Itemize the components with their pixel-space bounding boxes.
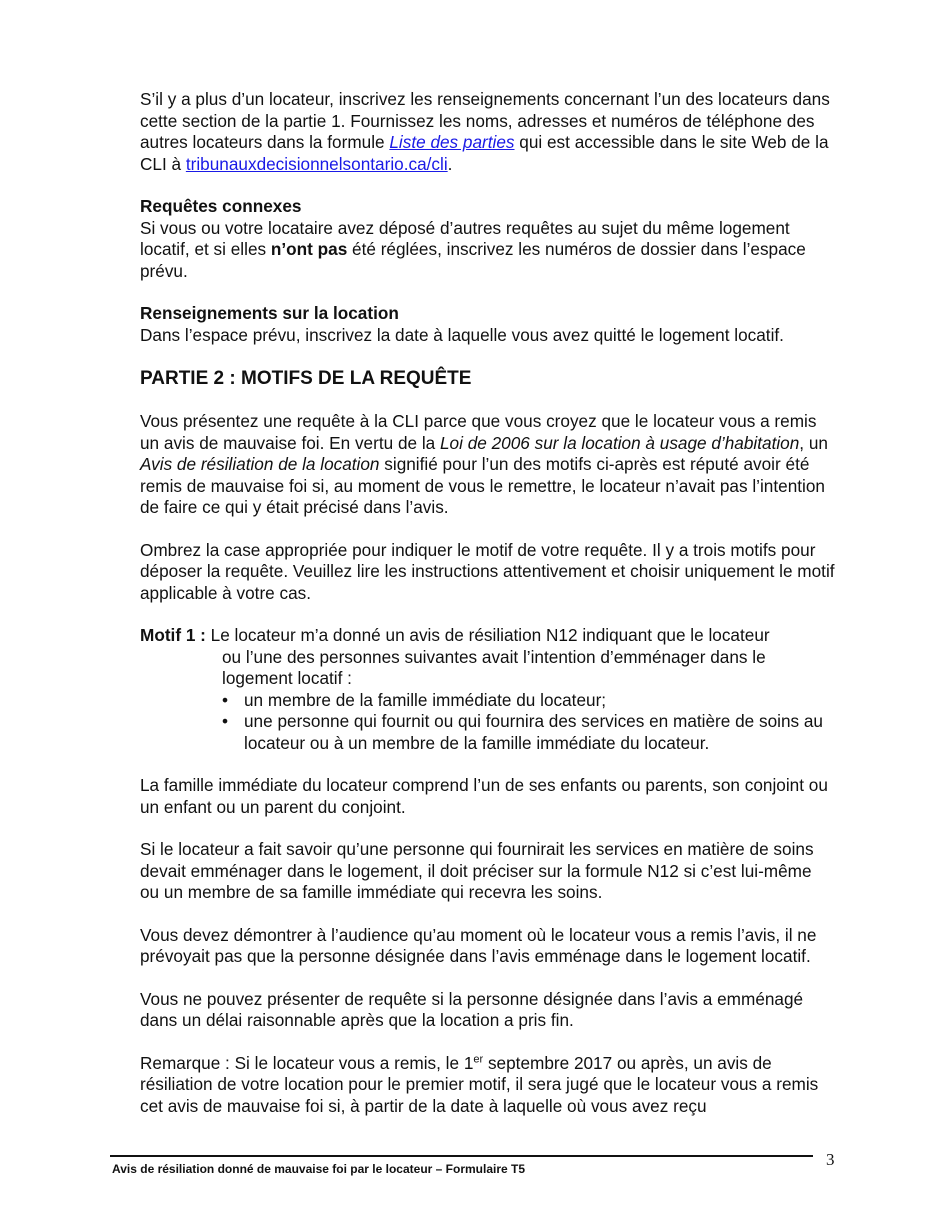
requetes-connexes-heading: Requêtes connexes [140, 196, 302, 216]
motif-1-bullet-list [140, 690, 835, 755]
demontrer-paragraph: Vous devez démontrer à l’audience qu’au moment où le locateur vous a remis l’avis, il ne prévoyait pas que la personne désignée dans l’avis emménage dans le logement locatif. [140, 924, 817, 966]
requetes-text-end: été réglées, inscrivez les numéros de dossier dans l’espace prévu. [140, 239, 806, 281]
liste-des-parties-link[interactable] [389, 132, 514, 152]
p1-text-b: , un [799, 432, 828, 453]
footer-divider [110, 1155, 813, 1157]
motif-1-first-line [140, 625, 835, 647]
motif-1-label: Motif 1 : [140, 625, 206, 645]
famille-paragraph: La famille immédiate du locateur comprend l’un de ses enfants ou parents, son conjoint ou un enfant ou un parent du conjoint. [140, 775, 828, 817]
list-item: • un membre de la famille immédiate du locateur; [244, 690, 835, 712]
motif-1-first-line-text: Le locateur m’a donné un avis de résiliation N12 indiquant que le locateur [205, 625, 770, 645]
footer-title: Avis de résiliation donné de mauvaise foi par le locateur – Formulaire T5 [112, 1162, 526, 1176]
liste-des-parties-link-label[interactable]: Liste des parties [389, 132, 515, 152]
remarque-text-b: septembre 2017 ou après, un avis de résiliation de votre location pour le premier motif, il sera jugé que le locateur vous a remis cet avis de mauvaise foi si, à partir de la date à laquelle où vous avez reçu [140, 1052, 819, 1116]
remarque-paragraph [140, 1053, 835, 1118]
intro-text-end: . [447, 153, 453, 174]
location-heading: Renseignements sur la location [140, 303, 399, 323]
partie-2-paragraph-2: Ombrez la case appropriée pour indiquer le motif de votre requête. Il y a trois motifs pour déposer la requête. Veuillez lire les instructions attentivement et choisir uniquement le motif applicable à votre cas. [140, 539, 835, 603]
p1-text-a: Vous présentez une requête à la CLI parce que vous croyez que le locateur vous a remis un avis de mauvaise foi. En vertu de la [140, 411, 817, 453]
location-paragraph: Dans l’espace prévu, inscrivez la date à laquelle vous avez quitté le logement locatif. [140, 324, 784, 345]
delai-paragraph: Vous ne pouvez présenter de requête si la personne désignée dans l’avis a emménagé dans un délai raisonnable après que la location a pris fin. [140, 988, 804, 1030]
motif-1-block [140, 625, 835, 754]
loi-title: Loi de 2006 sur la location à usage d’habitation [440, 432, 800, 453]
requetes-connexes-paragraph [140, 218, 835, 283]
requetes-bold-text: n’ont pas [270, 239, 348, 259]
avis-title: Avis de résiliation de la location [140, 454, 380, 474]
document-body [140, 89, 835, 1117]
partie-2-paragraph-1 [140, 411, 835, 519]
intro-text: S’il y a plus d’un locateur, inscrivez les renseignements concernant l’un des locateurs dans cette section de la partie 1. Fournissez les noms, adresses et numéros de téléphone des autres locateurs dans la formule [140, 89, 830, 152]
cli-website-link[interactable]: tribunauxdecisionnelsontario.ca/cli [185, 153, 448, 174]
intro-paragraph [140, 89, 835, 175]
motif-1-continuation: ou l’une des personnes suivantes avait l’intention d’emménager dans le logement locatif : [222, 646, 766, 688]
requetes-text: Si vous ou votre locataire avez déposé d’autres requêtes au sujet du même logement locatif, et si elles [140, 217, 790, 259]
intro-text-middle: qui est accessible dans le site Web de la CLI à [140, 132, 829, 174]
p1-text-c: signifié pour l’un des motifs ci-après est réputé avoir été remis de mauvaise foi si, au moment de vous le remettre, le locateur n’avait pas l’intention de faire ce qui y était précisé dans l’avis. [140, 454, 825, 517]
partie-2-title: PARTIE 2 : MOTIFS DE LA REQUÊTE [140, 368, 472, 389]
soins-paragraph: Si le locateur a fait savoir qu’une personne qui fournirait les services en matière de soins devait emménager dans le logement, il doit préciser sur la formule N12 si c’est lui-même ou un membre de sa famille immédiate qui recevra les soins. [140, 839, 814, 902]
ordinal-superscript: er [473, 1052, 484, 1065]
page-number: 3 [826, 1150, 835, 1169]
list-item: • une personne qui fournit ou qui fournira des services en matière de soins au locateur ou à un membre de la famille immédiate du locateur. [244, 711, 835, 754]
remarque-text-a: Remarque : Si le locateur vous a remis, le 1 [140, 1052, 474, 1073]
